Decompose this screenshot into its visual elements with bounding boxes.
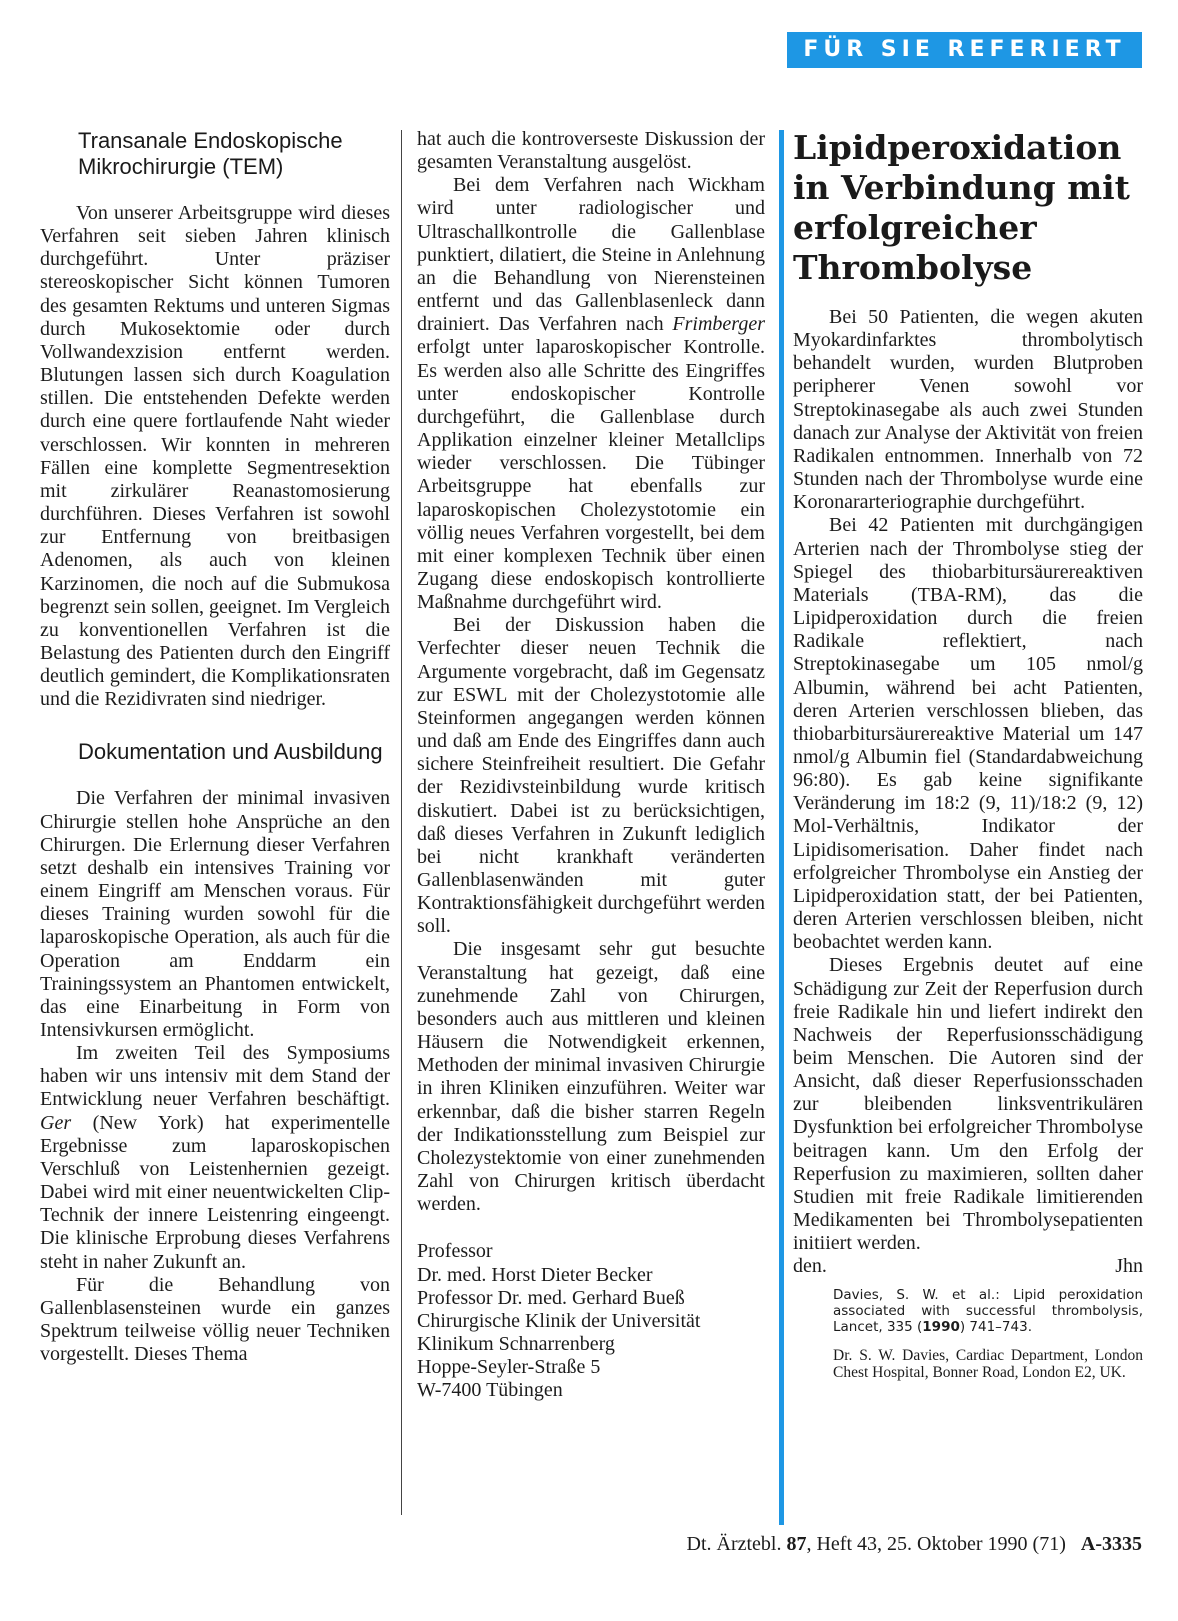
paragraph: Bei dem Verfahren nach Wickham wird unter radiologischer und Ultraschallkontrolle die Gallenblase punktiert, dilatiert, die Steine in Anlehnung an die Behandlung von Nierensteinen entfernt und das Gallenblasenleck dann drainiert. Das Verfahren nach Frimberger erfolgt unter laparoskopischer Kontrolle. Es werden also alle Schritte des Eingriffes unter endoskopischer Kontrolle durchgeführt, die Gallenblase durch Applikation einzelner kleiner Metallclips wieder verschlossen. Die Tübinger Arbeitsgruppe hat ebenfalls zur laparoskopischen Cholezystotomie ein völlig neues Verfahren vorgestellt, bei dem mit einer komplexen Technik über einen Zugang diese endoskopisch kontrollierte Maßnahme durchgeführt wird. bbox=[417, 174, 765, 614]
journal-name: Dt. Ärztebl. bbox=[686, 1533, 782, 1555]
author-name: Ger bbox=[40, 1111, 72, 1134]
author-address bbox=[417, 1240, 765, 1402]
paragraph: Im zweiten Teil des Symposiums haben wir uns intensiv mit dem Stand der Entwicklung neuer Verfahren beschäftigt. Ger (New York) hat experimentelle Ergebnisse zum laparoskopischen Verschluß von Leistenhernien gezeigt. Dabei wird mit einer neuentwickelten Clip-Technik der innere Leistenring eingeengt. Die klinische Erprobung dieses Verfahrens steht in naher Zukunft an. bbox=[40, 1042, 390, 1273]
signature-line: den. Jhn bbox=[793, 1255, 1143, 1278]
column-divider bbox=[401, 130, 402, 1515]
paragraph: hat auch die kontroverseste Diskussion der gesamten Veranstaltung ausgelöst. bbox=[417, 128, 765, 174]
address-line: Professor bbox=[417, 1240, 493, 1263]
middle-column bbox=[417, 128, 765, 1402]
paragraph: Bei 50 Patienten, die wegen akuten Myokardinfarktes thrombolytisch behandelt wurden, wurden Blutproben peripherer Venen sowohl vor Streptokinasegabe als auch zwei Stunden danach zur Analyse der Aktivität von freien Radikalen entnommen. Innerhalb von 72 Stunden nach der Thrombolyse wurde eine Koronararteriographie durchgeführt. bbox=[793, 306, 1143, 514]
paragraph: Bei der Diskussion haben die Verfechter dieser neuen Technik die Argumente vorgebracht, daß im Gegensatz zur ESWL mit der Cholezystotomie alle Steinformen angegangen werden können und daß am Ende des Eingriffes dann auch sichere Steinfreiheit resultiert. Die Gefahr der Rezidivsteinbildung wurde kritisch diskutiert. Dabei ist zu berücksichtigen, daß dieses Verfahren in Zukunft lediglich bei nicht krankhaft veränderten Gallenblasenwänden mit guter Kontraktionsfähigkeit durchgeführt werden soll. bbox=[417, 614, 765, 938]
address-line: Hoppe-Seyler-Straße 5 bbox=[417, 1356, 601, 1379]
paragraph: Die insgesamt sehr gut besuchte Veranstaltung hat gezeigt, daß eine zunehmende Zahl von Chirurgen, besonders auch aus mittleren und kleinen Häusern die Notwendigkeit erkennen, Methoden der minimal invasiven Chirurgie in ihren Kliniken einzuführen. Weiter war erkennbar, daß die bisher starren Regeln der Indikationsstellung zum Beispiel zur Cholezystektomie von einer zunehmenden Zahl von Chirurgen kritisch überdacht werden. bbox=[417, 938, 765, 1216]
author-signature: Jhn bbox=[1115, 1255, 1143, 1278]
subheading-dokumentation: Dokumentation und Ausbildung bbox=[78, 739, 383, 765]
left-column bbox=[40, 128, 390, 1366]
paragraph: Von unserer Arbeitsgruppe wird dieses Verfahren seit sieben Jahren klinisch durchgeführt. Unter präziser stereoskopischer Sicht können Tumoren des gesamten Rektums und unteren Sigmas durch Mukosektomie oder durch Vollwandexzision entfernt werden. Blutungen lassen sich durch Koagulation stillen. Die entstehenden Defekte werden durch eine quere fortlaufende Naht wieder verschlossen. Wir konnten in mehreren Fällen eine komplette Segmentresektion mit zirkulärer Reanastomosierung durchführen. Dieses Verfahren ist sowohl zur Entfernung von breitbasigen Adenomen, als auch von kleinen Karzinomen, die noch auf die Submukosa begrenzt sein sollen, geeignet. Im Vergleich zu konventionellen Verfahren ist die Belastung des Patienten durch den Eingriff deutlich gemindert, die Komplikationsraten und die Rezidivraten sind niedriger. bbox=[40, 202, 390, 711]
author-name: Frimberger bbox=[672, 313, 765, 336]
paragraph: Dieses Ergebnis deutet auf eine Schädigung zur Zeit der Reperfusion durch freie Radikale hin und liefert indirekt den Nachweis der Reperfusionsschädigung beim Menschen. Die Autoren sind der Ansicht, daß dieser Reperfusionsschaden zur bleibenden linksventrikulären Dysfunktion bei erfolgreicher Thrombolyse beitragen kann. Um den Erfolg der Reperfusion zu maximieren, sollten daher Studien mit freie Radikale limitierenden Medikamenten bei Thrombolysepatienten initiiert werden. bbox=[793, 954, 1143, 1255]
article-headline: Lipidperoxidation in Verbindung mit erfolgreicher Thrombolyse bbox=[793, 128, 1130, 287]
address-line: Chirurgische Klinik der Universität bbox=[417, 1309, 701, 1332]
page-footer bbox=[590, 1533, 1142, 1556]
right-column bbox=[793, 128, 1143, 1381]
citation: Davies, S. W. et al.: Lipid peroxidation associated with successful thrombolysis, Lancet, 335 (1990) 741–743. bbox=[833, 1286, 1143, 1335]
paragraph: Die Verfahren der minimal invasiven Chirurgie stellen hohe Ansprüche an den Chirurgen. Die Erlernung dieser Verfahren setzt deshalb ein intensives Training vor einem Eingriff am Menschen voraus. Für dieses Training wurden sowohl für die laparoskopische Operation, als auch für die Operation am Enddarm ein Trainingssystem an Phantomen entwickelt, das eine Einarbeitung in Form von Intensivkursen ermöglicht. bbox=[40, 787, 390, 1041]
address-line: Klinikum Schnarrenberg bbox=[417, 1332, 615, 1355]
contact-address: Dr. S. W. Davies, Cardiac Department, London Chest Hospital, Bonner Road, London E2, UK. bbox=[833, 1346, 1143, 1381]
page-number: A-3335 bbox=[1080, 1533, 1142, 1555]
accent-column-divider bbox=[779, 130, 784, 1525]
volume-number: 87 bbox=[786, 1533, 807, 1555]
address-line: Dr. med. Horst Dieter Becker bbox=[417, 1263, 653, 1286]
issue-date: , Heft 43, 25. Oktober 1990 (71) bbox=[806, 1533, 1066, 1555]
address-line: W-7400 Tübingen bbox=[417, 1379, 563, 1402]
address-line: Professor Dr. med. Gerhard Bueß bbox=[417, 1286, 685, 1309]
section-badge: FÜR SIE REFERIERT bbox=[787, 32, 1142, 68]
paragraph: Bei 42 Patienten mit durchgängigen Arterien nach der Thrombolyse stieg der Spiegel des thiobarbitursäurereaktiven Materials (TBA-RM), das die Lipidperoxidation durch die freien Radikale reflektiert, nach Streptokinasegabe um 105 nmol/g Albumin, während bei acht Patienten, deren Arterien verschlossen blieben, das thiobarbitursäurereaktive Material um 147 nmol/g Albumin fiel (Standardabweichung 96:80). Es gab keine signifikante Veränderung im 18:2 (9, 11)/18:2 (9, 12) Mol-Verhältnis, Indikator der Lipidisomerisation. Daher findet nach erfolgreicher Thrombolyse ein Anstieg der Lipidperoxidation statt, der bei Patienten, deren Arterien verschlossen bleiben, nicht beobachtet werden kann. bbox=[793, 514, 1143, 954]
subheading-tem: Transanale Endoskopische Mikrochirurgie (TEM) bbox=[78, 128, 343, 179]
paragraph: Für die Behandlung von Gallenblasensteinen wurde ein ganzes Spektrum teilweise völlig neuer Techniken vorgestellt. Dieses Thema bbox=[40, 1273, 390, 1366]
